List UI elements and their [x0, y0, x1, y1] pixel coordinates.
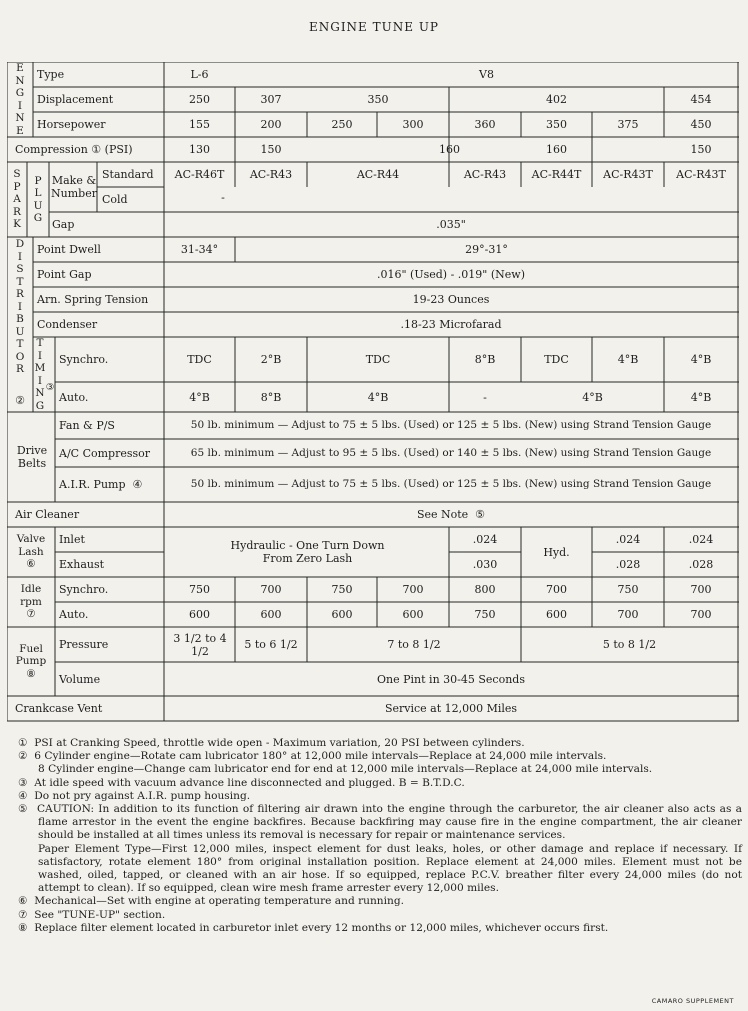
air-pump-label: A.I.R. Pump: [59, 478, 126, 491]
cell-horsepower: 350: [546, 118, 567, 131]
footnote-5: ⑤ CAUTION: In addition to its function of filtering air drawn into the engine through the carburetor, the air cleaner also acts as a flame arrestor in the event the engine backfires. Because backfiring may cause fire in the engine compartment, the air cleaner should be installed at all times unless its removal is necessary for repair or maintenance services.: [18, 803, 742, 842]
cell-horsepower: 300: [402, 118, 424, 131]
row-label-volume: Volume: [59, 672, 101, 686]
cell-plug-standard: AC-R46T: [174, 168, 225, 181]
drive-belts-label: Drive Belts: [16, 444, 48, 470]
timing-group-label: T I M I N G: [34, 337, 46, 412]
cell-belt-fan: 50 lb. minimum — Adjust to 75 ± 5 lbs. (Used) or 125 ± 5 lbs. (New) using Strand Tension Gauge: [190, 419, 712, 431]
cell-timing-synchro: 4°B: [690, 353, 712, 366]
cell-valve-exhaust: .028: [688, 558, 714, 571]
cell-timing-synchro: 8°B: [474, 353, 496, 366]
cell-valve-exhaust: .028: [615, 558, 641, 571]
cell-compression: 130: [189, 143, 210, 156]
cell-fuel-pressure: 7 to 8 1/2: [387, 638, 441, 651]
row-label-cold: Cold: [102, 193, 128, 206]
note-ref-2: ②: [15, 393, 25, 407]
cell-timing-synchro: TDC: [365, 353, 391, 366]
row-label-ac: A/C Compressor: [59, 446, 151, 460]
cell-compression: 150: [690, 143, 712, 156]
compression-unit: (PSI): [104, 143, 133, 156]
cell-condenser: .18-23 Microfarad: [400, 318, 502, 331]
cell-valve-hyd: Hyd.: [543, 545, 570, 559]
cell-displacement: 250: [189, 93, 210, 106]
cell-idle-auto: 750: [474, 608, 496, 621]
cell-idle-synchro: 800: [474, 583, 496, 596]
row-label-air-pump: [59, 467, 162, 502]
cell-point-gap: .016" (Used) - .019" (New): [377, 268, 525, 281]
cell-fuel-pressure: 3 1/2 to 4 1/2: [173, 631, 227, 658]
cell-point-dwell: 31-34°: [180, 243, 219, 256]
cell-plug-standard: AC-R44T: [531, 168, 582, 181]
cell-timing-auto: 4°B: [367, 390, 389, 404]
cell-timing-auto: 4°B: [690, 390, 712, 404]
cell-plug-cold: -: [221, 190, 225, 204]
cell-idle-auto: 600: [189, 608, 210, 621]
cell-plug-standard: AC-R44: [356, 168, 400, 181]
cell-air-cleaner: [164, 502, 738, 527]
cell-idle-auto: 700: [690, 608, 712, 621]
cell-plug-standard: AC-R43: [463, 168, 507, 181]
cell-timing-synchro: TDC: [187, 353, 212, 366]
row-label-idle-synchro: Synchro.: [59, 583, 109, 596]
cell-displacement: 454: [690, 93, 712, 106]
note-ref-5: ⑤: [475, 508, 486, 521]
row-label-type: Type: [37, 68, 65, 81]
page-title: ENGINE TUNE UP: [308, 20, 440, 34]
cell-belt-ac: 65 lb. minimum — Adjust to 95 ± 5 lbs. (Used) or 140 ± 5 lbs. (New) using Strand Tension Gauge: [190, 446, 712, 459]
row-label-idle-auto: Auto.: [59, 608, 89, 621]
cell-fuel-pressure: 5 to 8 1/2: [602, 638, 657, 651]
footnote-8: ⑧ Replace filter element located in carburetor inlet every 12 months or 12,000 miles, whichever occurs first.: [18, 921, 609, 934]
cell-timing-synchro: 4°B: [617, 353, 639, 366]
cell-type-v8: V8: [479, 68, 494, 81]
page-footer: CAMARO SUPPLEMENT: [651, 997, 734, 1005]
cell-valve-inlet: .024: [615, 533, 641, 546]
note-ref-3: ③: [45, 381, 55, 393]
valve-lash-label: Valve Lash ⑥: [16, 533, 46, 571]
row-label-standard: Standard: [102, 168, 154, 181]
cell-valve-exhaust: .030: [472, 558, 498, 571]
plug-group-label: P L U G: [33, 174, 43, 224]
cell-plug-standard: AC-R43T: [603, 168, 653, 181]
footnotes: [18, 737, 742, 935]
cell-plug-standard: AC-R43T: [676, 168, 726, 181]
row-label-horsepower: Horsepower: [37, 118, 106, 131]
footnote-2: ② 6 Cylinder engine—Rotate cam lubricator 180° at 12,000 mile intervals—Replace at 24,000 mile intervals.: [18, 750, 607, 763]
note-ref-4: ④: [132, 478, 143, 491]
row-label-make-number: Make & Number: [51, 174, 97, 200]
cell-horsepower: 155: [189, 118, 210, 131]
cell-crankcase: Service at 12,000 Miles: [384, 702, 518, 715]
cell-idle-synchro: 750: [617, 583, 639, 596]
cell-fuel-volume: One Pint in 30-45 Seconds: [377, 672, 525, 686]
cell-fuel-pressure: 5 to 6 1/2: [244, 638, 298, 651]
row-label-exhaust: Exhaust: [59, 558, 105, 571]
footnote-3: ③ At idle speed with vacuum advance line disconnected and plugged. B = B.T.D.C.: [18, 776, 465, 789]
row-label-displacement: Displacement: [37, 93, 114, 106]
footnote-1: ① PSI at Cranking Speed, throttle wide open - Maximum variation, 20 PSI between cylinders.: [18, 737, 525, 749]
cell-idle-auto: 600: [331, 608, 353, 621]
row-label-timing-auto: Auto.: [59, 390, 89, 404]
cell-displacement: 350: [367, 93, 389, 106]
cell-compression: 160: [546, 143, 567, 156]
footnote-4: ④ Do not pry against A.I.R. pump housing.: [18, 789, 251, 802]
cell-plug-standard: AC-R43: [249, 168, 293, 181]
cell-timing-auto: 4°B: [189, 390, 210, 404]
note-ref-6: ⑥: [26, 558, 36, 571]
row-label-air-cleaner: Air Cleaner: [15, 508, 80, 521]
cell-idle-synchro: 750: [189, 583, 210, 596]
cell-idle-synchro: 700: [690, 583, 712, 596]
cell-horsepower: 200: [260, 118, 282, 131]
cell-type-l6: L-6: [190, 68, 209, 81]
cell-idle-auto: 600: [402, 608, 424, 621]
cell-plug-gap: .035": [436, 218, 466, 231]
cell-idle-synchro: 700: [402, 583, 424, 596]
footnote-2b: 8 Cylinder engine—Change cam lubricator end for end at 12,000 mile intervals—Replace at 24,000 mile intervals.: [38, 763, 653, 776]
engine-group-label: E N G I N E: [15, 62, 25, 137]
cell-compression: 160: [439, 143, 460, 156]
cell-horsepower: 375: [617, 118, 639, 131]
footnote-7: ⑦ See "TUNE-UP" section.: [18, 908, 166, 921]
row-label-arm-spring: Arn. Spring Tension: [37, 293, 149, 306]
row-label-compression: [15, 137, 160, 162]
cell-compression: 150: [260, 143, 282, 156]
note-ref-8: ⑧: [26, 667, 36, 680]
row-label-gap: Gap: [52, 218, 75, 231]
row-label-timing-synchro: Synchro.: [59, 353, 109, 366]
cell-valve-inlet: .024: [688, 533, 714, 546]
cell-idle-synchro: 700: [546, 583, 567, 596]
note-ref-1: ①: [91, 143, 102, 156]
row-label-point-gap: Point Gap: [37, 268, 92, 281]
row-label-condenser: Condenser: [37, 318, 98, 331]
cell-horsepower: 250: [331, 118, 353, 131]
row-label-pressure: Pressure: [59, 638, 109, 651]
cell-idle-synchro: 700: [260, 583, 282, 596]
note-ref-7: ⑦: [26, 608, 36, 621]
row-label-point-dwell: Point Dwell: [37, 243, 101, 256]
row-label-crankcase: Crankcase Vent: [15, 702, 103, 715]
cell-timing-auto: 8°B: [260, 390, 282, 404]
cell-arm-spring: 19-23 Ounces: [412, 293, 490, 306]
row-label-fan-ps: Fan & P/S: [59, 419, 115, 432]
cell-timing-auto: 4°B: [582, 390, 603, 404]
footnote-5b: Paper Element Type—First 12,000 miles, inspect element for dust leaks, holes, or other damage and replace if necessary. If satisfactory, rotate element 180° from original installation position. Replace element at 24,000 miles. Element must not be washed, oiled, tapped, or cleaned with an air hose. If so equipped, replace P.C.V. breather filter every 24,000 miles (do not attempt to clean). If so equipped, clean wire mesh frame arrester every 12,000 miles.: [38, 842, 742, 895]
spark-group-label: S P A R K: [13, 168, 21, 231]
idle-rpm-label: Idle rpm ⑦: [20, 583, 42, 621]
cell-horsepower: 450: [690, 118, 712, 131]
cell-displacement: 307: [260, 93, 282, 106]
cell-displacement: 402: [546, 93, 567, 106]
compression-label: Compression: [15, 143, 88, 156]
cell-idle-synchro: 750: [331, 583, 353, 596]
cell-timing-auto: -: [483, 390, 487, 404]
fuel-pump-label: Fuel Pump ⑧: [15, 642, 47, 680]
distributor-group-label: D I S T R I B U T O R: [15, 238, 25, 376]
cell-idle-auto: 600: [546, 608, 567, 621]
footnote-6: ⑥ Mechanical—Set with engine at operating temperature and running.: [18, 895, 404, 908]
row-label-inlet: Inlet: [59, 533, 85, 546]
cell-idle-auto: 600: [260, 608, 282, 621]
cell-timing-synchro: TDC: [544, 353, 569, 366]
cell-point-dwell: 29°-31°: [465, 243, 508, 256]
cell-timing-synchro: 2°B: [260, 353, 282, 366]
cell-valve-hydraulic: Hydraulic - One Turn Down From Zero Lash: [230, 539, 385, 565]
air-cleaner-value: See Note: [416, 508, 469, 521]
cell-valve-inlet: .024: [472, 533, 498, 546]
cell-belt-air: 50 lb. minimum — Adjust to 75 ± 5 lbs. (Used) or 125 ± 5 lbs. (New) using Strand Tension Gauge: [190, 478, 712, 490]
cell-idle-auto: 700: [617, 608, 639, 621]
cell-horsepower: 360: [474, 118, 496, 131]
